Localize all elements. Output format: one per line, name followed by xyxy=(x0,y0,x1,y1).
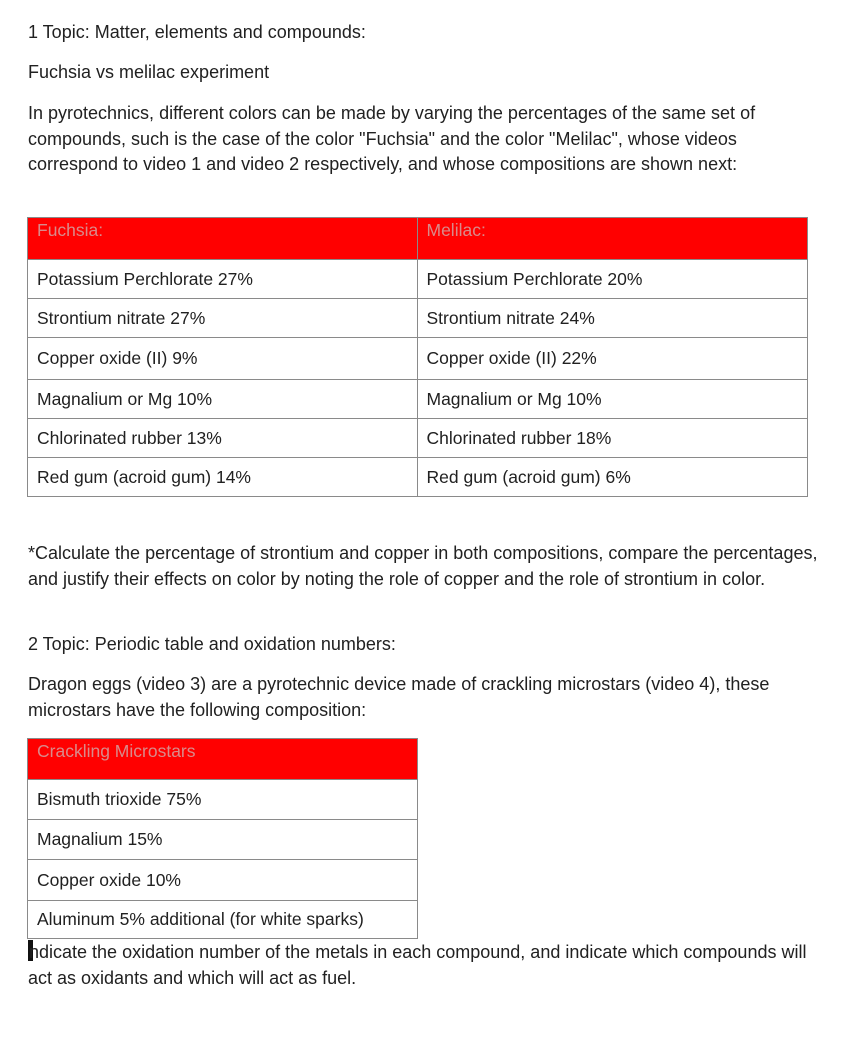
table-row xyxy=(28,458,808,497)
table-row xyxy=(28,299,808,338)
table-cell: Strontium nitrate 24% xyxy=(417,299,808,338)
table-row xyxy=(28,260,808,299)
table-row xyxy=(28,820,418,860)
table-cell: Chlorinated rubber 18% xyxy=(417,419,808,458)
question-1: *Calculate the percentage of strontium and copper in both compositions, compare the percentages, and justify their effects on color by noting the role of copper and the role of strontium in color. xyxy=(28,543,818,589)
header-crackling-microstars: Crackling Microstars xyxy=(28,739,418,780)
table-row xyxy=(28,780,418,820)
table-cell: Copper oxide 10% xyxy=(28,860,418,901)
question-2 xyxy=(28,940,818,991)
topic1-heading: 1 Topic: Matter, elements and compounds: xyxy=(28,22,366,42)
table-cell: Chlorinated rubber 13% xyxy=(28,419,418,458)
table-cell: Red gum (acroid gum) 6% xyxy=(417,458,808,497)
table-cell: Magnalium or Mg 10% xyxy=(28,380,418,419)
table-row xyxy=(28,419,808,458)
table-cell: Copper oxide (II) 9% xyxy=(28,338,418,380)
table-cell: Strontium nitrate 27% xyxy=(28,299,418,338)
table-cell: Bismuth trioxide 75% xyxy=(28,780,418,820)
table-cell: Magnalium or Mg 10% xyxy=(417,380,808,419)
table-row xyxy=(28,860,418,901)
table-cell: Potassium Perchlorate 20% xyxy=(417,260,808,299)
intro-paragraph: In pyrotechnics, different colors can be made by varying the percentages of the same set of compounds, such is the case of the color "Fuchsia" and the color "Melilac", whose videos correspond to video 1 and video 2 respectively, and whose compositions are shown next: xyxy=(28,103,756,174)
table-row xyxy=(28,901,418,939)
table-cell: Aluminum 5% additional (for white sparks) xyxy=(28,901,418,939)
question-2-text: ndicate the oxidation number of the metals in each compound, and indicate which compounds will act as oxidants and which will act as fuel. xyxy=(28,942,807,988)
table-header-row xyxy=(28,218,808,260)
header-melilac: Melilac: xyxy=(417,218,808,260)
table-cell: Magnalium 15% xyxy=(28,820,418,860)
table-header-row xyxy=(28,739,418,780)
microstars-table xyxy=(27,738,418,939)
table-row xyxy=(28,338,808,380)
composition-table xyxy=(27,217,808,497)
topic2-heading: 2 Topic: Periodic table and oxidation numbers: xyxy=(28,634,396,654)
table-cell: Copper oxide (II) 22% xyxy=(417,338,808,380)
table-row xyxy=(28,380,808,419)
table-cell: Red gum (acroid gum) 14% xyxy=(28,458,418,497)
table-cell: Potassium Perchlorate 27% xyxy=(28,260,418,299)
experiment-title: Fuchsia vs melilac experiment xyxy=(28,62,270,82)
header-fuchsia: Fuchsia: xyxy=(28,218,418,260)
dragon-eggs-paragraph: Dragon eggs (video 3) are a pyrotechnic device made of crackling microstars (video 4), these microstars have the following composition: xyxy=(28,674,770,720)
